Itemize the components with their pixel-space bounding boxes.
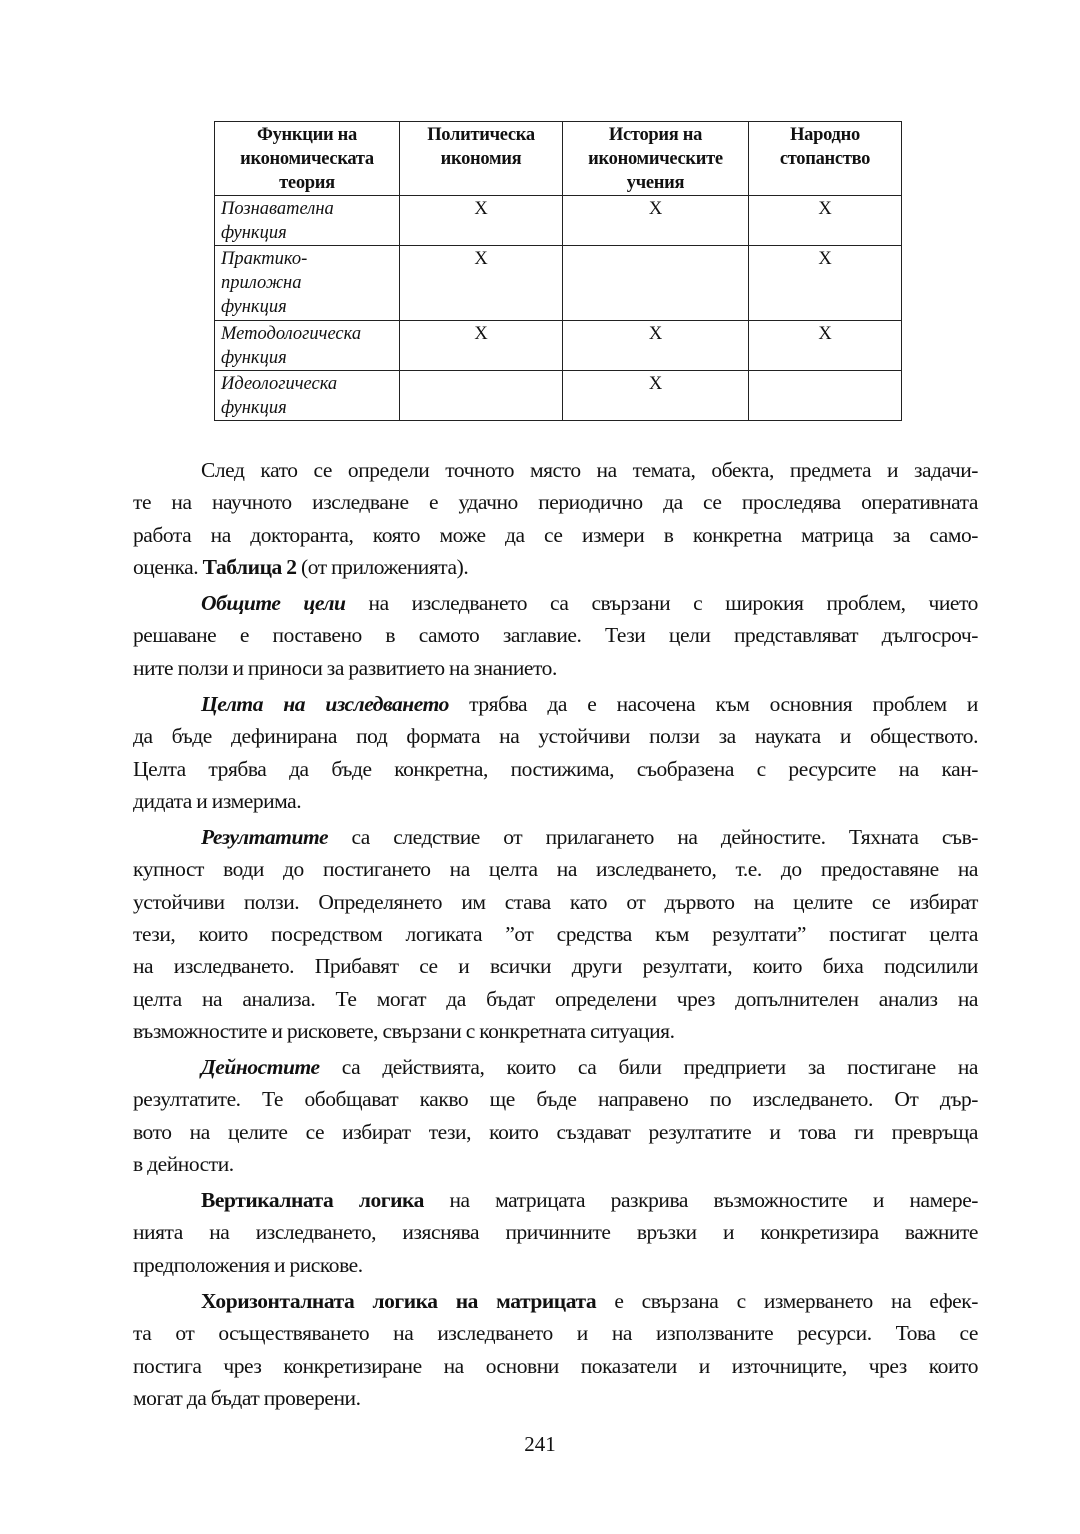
functions-table [214,121,902,421]
table-cell: X [749,321,902,371]
table-cell: X [563,371,749,421]
column-header: Народно стопанство [749,122,902,196]
text-line [133,1051,978,1083]
table-cell: X [749,196,902,246]
text-run: (от приложенията). [296,555,469,580]
emphasized-term: Резултатите [201,824,329,849]
emphasized-term: Вертикалната логика [201,1188,424,1213]
text-line [133,853,978,885]
paragraph [133,587,978,684]
text-run: на изследването. Прибавят се и всички други резултати, които биха подсилили [133,954,978,979]
text-line [133,1116,978,1148]
text-run: вото на целите се избират тези, които създават резултатите и това ги превръща [133,1119,978,1144]
text-run: решаване е поставено в самото заглавие. Тези цели представляват дългосроч- [133,623,978,648]
text-run: предположения и рискове. [133,1252,363,1277]
table-cell: X [749,246,902,321]
text-run: на матрицата разкрива възможностите и намере- [423,1188,979,1213]
text-line [133,950,978,982]
text-line [133,1285,978,1317]
text-line [133,619,978,651]
text-line [133,1083,978,1115]
text-run: са следствие от прилагането на дейностите. Тяхната съв- [328,824,978,849]
text-line [133,551,978,583]
text-line [133,587,978,619]
body-text [133,454,978,1418]
emphasized-term: Общите цели [201,591,346,616]
text-line [133,1249,978,1281]
text-line [133,1015,978,1047]
text-run: ните ползи и приноси за развитието на знанието. [133,655,557,680]
table-cell: X [563,196,749,246]
text-run: постига чрез конкретизиране на основни показатели и източниците, чрез които [133,1353,978,1378]
text-run: целта на анализа. Те могат да бъдат определени чрез допълнителен анализ на [133,986,978,1011]
paragraph [133,1051,978,1181]
text-line [133,785,978,817]
table-cell: X [563,321,749,371]
text-run: дидата и измерима. [133,788,302,813]
text-line [133,918,978,950]
text-run: в дейности. [133,1152,234,1177]
text-line [133,983,978,1015]
text-line [133,821,978,853]
text-run: нията на изследването, изяснява причинните връзки и конкретизира важните [133,1220,978,1245]
table-row [215,371,902,421]
text-line [133,454,978,486]
text-run: купност води до постигането на целта на изследването, т.е. до предоставяне на [133,857,978,882]
text-run: могат да бъдат проверени. [133,1385,361,1410]
text-run: да бъде дефинирана под формата на устойчиви ползи за науката и обществото. [133,724,978,749]
text-line [133,1382,978,1414]
page-number: 241 [524,1432,556,1456]
text-run: та от осъществяването на изследването и на използваните ресурси. Това се [133,1321,978,1346]
text-line [133,1216,978,1248]
text-run: на изследването са свързани с широкия проблем, чието [345,591,978,616]
table-row [215,246,902,321]
text-line [133,486,978,518]
text-run: След като се определи точното място на темата, обекта, предмета и задачи- [201,458,978,482]
table-row [215,321,902,371]
emphasized-term: Хоризонталната логика на матрицата [201,1288,597,1313]
paragraph [133,821,978,1048]
table-header-row [215,122,902,196]
text-line [133,753,978,785]
text-run: Целта трябва да бъде конкретна, постижима, съобразена с ресурсите на кан- [133,756,978,781]
function-name-text: Практико-приложна функция [221,249,308,317]
emphasized-term: Целта на изследването [201,691,449,716]
text-line [133,886,978,918]
text-run: оценка. [133,555,203,580]
text-run: работа на докторанта, която може да се измери в конкретна матрица за само- [133,522,978,547]
text-line [133,720,978,752]
emphasized-term: Дейностите [201,1055,320,1080]
table-cell [563,246,749,321]
text-line [133,688,978,720]
text-line [133,1317,978,1349]
text-line [133,1148,978,1180]
paragraph [133,688,978,818]
text-run: трябва да е насочена към основния проблем и [448,691,978,716]
paragraph [133,454,978,584]
table-cell: X [400,321,563,371]
text-line [133,652,978,684]
table-cell: X [400,246,563,321]
function-name [215,246,400,321]
function-name: Идеологическа функция [215,371,400,421]
column-header: История на икономическите учения [563,122,749,196]
function-name: Познавателна функция [215,196,400,246]
text-run: е свързана с измерването на ефек- [596,1288,978,1313]
text-run: са действията, които са били предприети за постигане на [319,1055,978,1080]
text-line [133,519,978,551]
text-run: те на научното изследване е удачно периодично да се проследява оперативната [133,490,978,515]
table-cell: X [400,196,563,246]
column-header: Функции на икономическата теория [215,122,400,196]
text-run: устойчиви ползи. Определянето им става като от дървото на целите се избират [133,889,978,914]
paragraph [133,1184,978,1281]
text-run: възможностите и рисковете, свързани с конкретната ситуация. [133,1019,675,1044]
emphasized-term: Таблица 2 [202,555,297,580]
paragraph [133,1285,978,1415]
text-line [133,1184,978,1216]
column-header: Политическа икономия [400,122,563,196]
table-row [215,196,902,246]
function-name: Методологическа функция [215,321,400,371]
text-run: тези, които посредством логиката ”от средства към резултати” постигат целта [133,921,978,946]
table-cell [400,371,563,421]
text-run: резултатите. Те обобщават какво ще бъде направено по изследването. От дър- [133,1087,978,1112]
table-cell [749,371,902,421]
text-line [133,1350,978,1382]
